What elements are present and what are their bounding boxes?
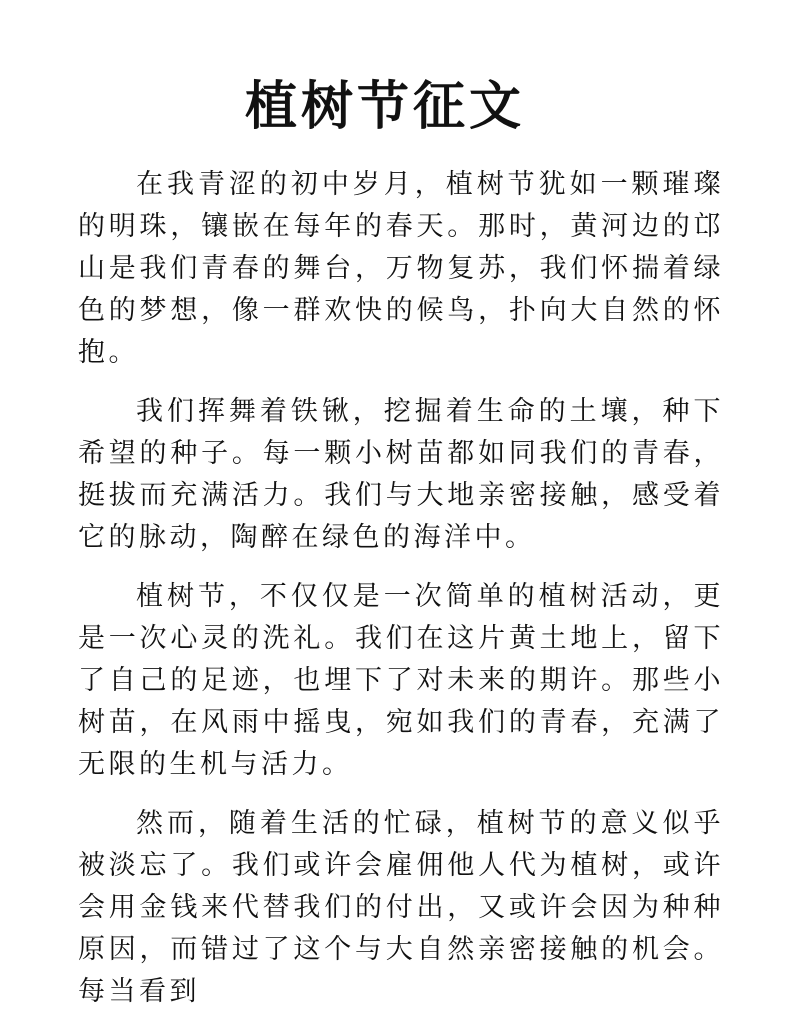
paragraph-1: 在我青涩的初中岁月，植树节犹如一颗璀璨的明珠，镶嵌在每年的春天。那时，黄河边的邙山是我们青春的舞台，万物复苏，我们怀揣着绿色的梦想，像一群欢快的候鸟，扑向大自然的怀抱。 <box>78 169 724 368</box>
document-title: 植树节征文 <box>244 76 525 137</box>
paragraph-2: 我们挥舞着铁锹，挖掘着生命的土壤，种下希望的种子。每一颗小树苗都如同我们的青春，挺拔而充满活力。我们与大地亲密接触，感受着它的脉动，陶醉在绿色的海洋中。 <box>78 396 724 553</box>
paragraph-4: 然而，随着生活的忙碌，植树节的意义似乎被淡忘了。我们或许会雇佣他人代为植树，或许会用金钱来代替我们的付出，又或许会因为种种原因，而错过了这个与大自然亲密接触的机会。每当看到 <box>78 808 724 1007</box>
paragraph-3: 植树节，不仅仅是一次简单的植树活动，更是一次心灵的洗礼。我们在这片黄土地上，留下了自己的足迹，也埋下了对未来的期许。那些小树苗，在风雨中摇曳，宛如我们的青春，充满了无限的生机与活力。 <box>78 581 724 780</box>
document-body <box>78 164 724 1030</box>
